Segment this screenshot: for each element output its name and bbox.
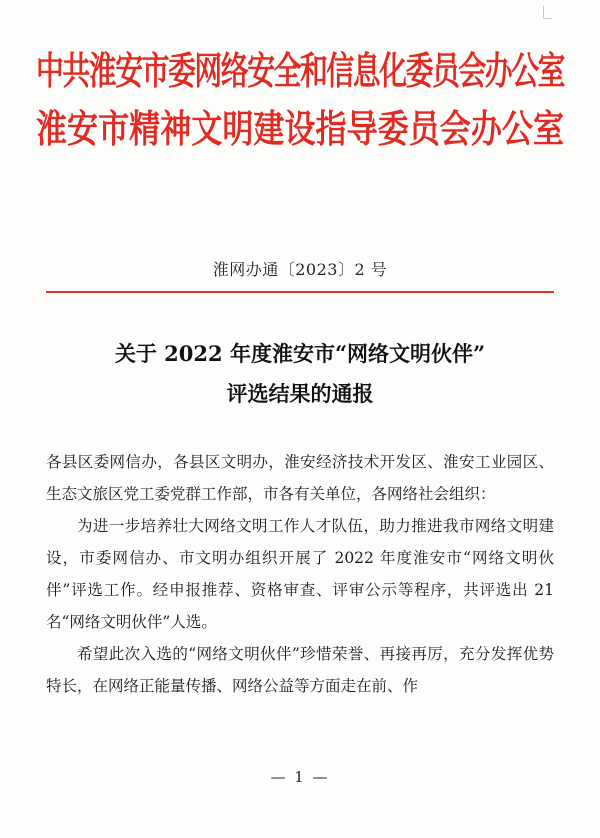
document-body <box>46 446 554 702</box>
scan-corner-mark <box>543 6 552 19</box>
title-line-1: 关于 2022 年度淮安市“网络文明伙伴” <box>114 341 486 366</box>
body-paragraph-2: 希望此次入选的“网络文明伙伴”珍惜荣誉、再接再厉，充分发挥优势特长，在网络正能量传播、网络公益等方面走在前、作 <box>46 645 554 695</box>
addressee-paragraph: 各县区委网信办，各县区文明办，淮安经济技术开发区、淮安工业园区、生态文旅区党工委党群工作部，市各有关单位，各网络社会组织： <box>46 453 554 503</box>
document-number: 淮网办通〔2023〕2 号 <box>212 260 388 279</box>
issuing-authority-header <box>36 42 564 158</box>
header-line-1: 中共淮安市委网络安全和信息化委员会办公室 <box>36 49 565 93</box>
red-separator-line <box>46 291 554 293</box>
title-line-2: 评选结果的通报 <box>226 381 374 406</box>
header-line-2: 淮安市精神文明建设指导委员会办公室 <box>36 107 565 151</box>
body-paragraph-1: 为进一步培养壮大网络文明工作人才队伍，助力推进我市网络文明建设，市委网信办、市文明办组织开展了 2022 年度淮安市“网络文明伙伴”评选工作。经申报推荐、资格审查、评审公示等程序，共评选出 21 名“网络文明伙伴”人选。 <box>46 517 554 631</box>
page-number: — 1 — <box>270 768 330 786</box>
document-title <box>0 334 600 414</box>
